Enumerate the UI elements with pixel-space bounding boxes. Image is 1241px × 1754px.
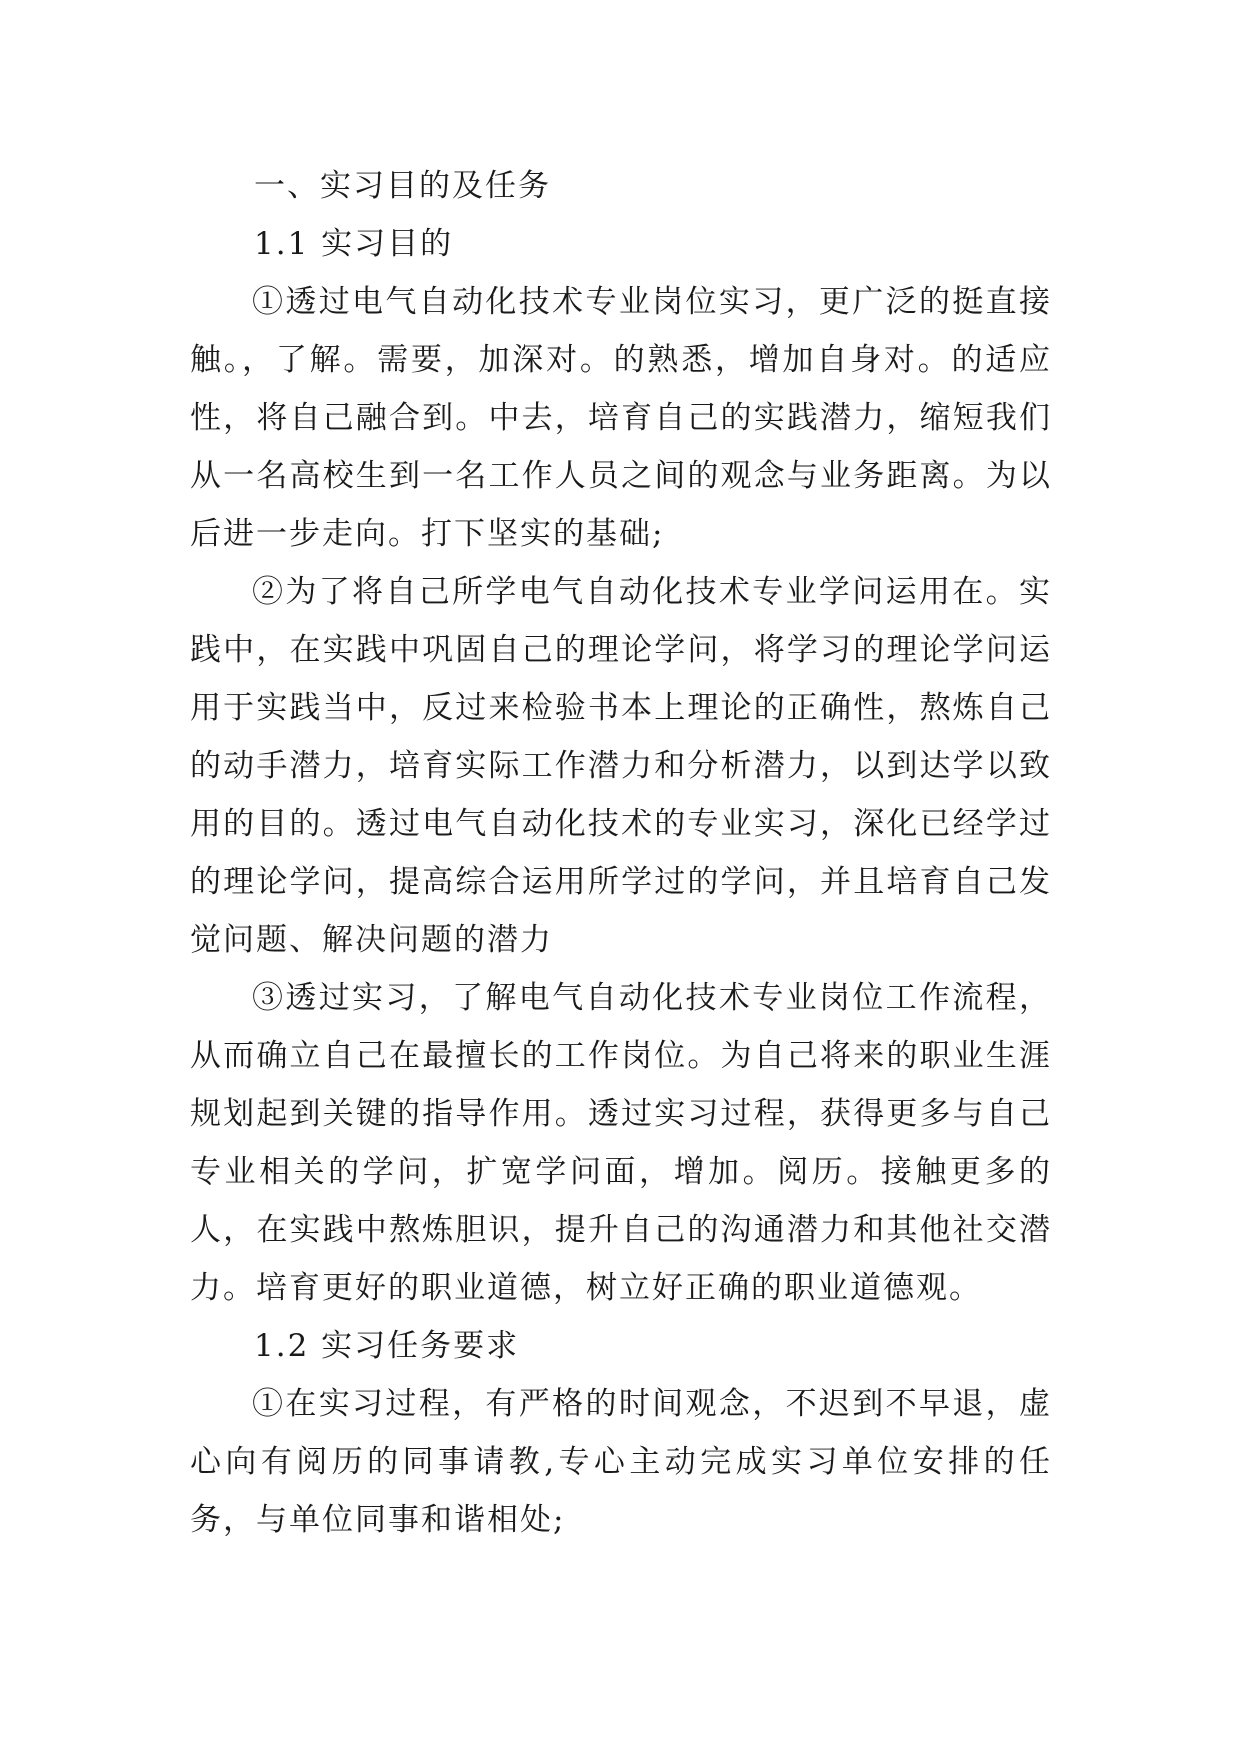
paragraph-purpose-2: ②为了将自己所学电气自动化技术专业学问运用在。实践中，在实践中巩固自己的理论学问，将学习的理论学问运用于实践当中，反过来检验书本上理论的正确性，熬炼自己的动手潜力，培育实际工作潜力和分析潜力，以到达学以致用的目的。透过电气自动化技术的专业实习，深化已经学过的理论学问，提高综合运用所学过的学问，并且培育自己发觉问题、解决问题的潜力: [190, 574, 1052, 958]
paragraph-purpose-3: ③透过实习，了解电气自动化技术专业岗位工作流程，从而确立自己在最擅长的工作岗位。为自己将来的职业生涯规划起到关键的指导作用。透过实习过程，获得更多与自己专业相关的学问，扩宽学问面，增加。阅历。接触更多的人，在实践中熬炼胆识，提升自己的沟通潜力和其他社交潜力。培育更好的职业道德，树立好正确的职业道德观。: [190, 980, 1052, 1306]
subsection-title-purpose: 1.1 实习目的: [254, 226, 454, 262]
paragraph-requirements-1: ①在实习过程，有严格的时间观念，不迟到不早退，虚心向有阅历的同事请教,专心主动完成实习单位安排的任务，与单位同事和谐相处;: [190, 1386, 1052, 1538]
subsection-title-requirements: 1.2 实习任务要求: [254, 1328, 520, 1364]
section-title: 一、实习目的及任务: [254, 168, 551, 204]
paragraph-purpose-1: ①透过电气自动化技术专业岗位实习，更广泛的挺直接触。，了解。需要，加深对。的熟悉，增加自身对。的适应性，将自己融合到。中去，培育自己的实践潜力，缩短我们从一名高校生到一名工作人员之间的观念与业务距离。为以后进一步走向。打下坚实的基础;: [190, 284, 1052, 552]
document-body: [190, 157, 1052, 1549]
